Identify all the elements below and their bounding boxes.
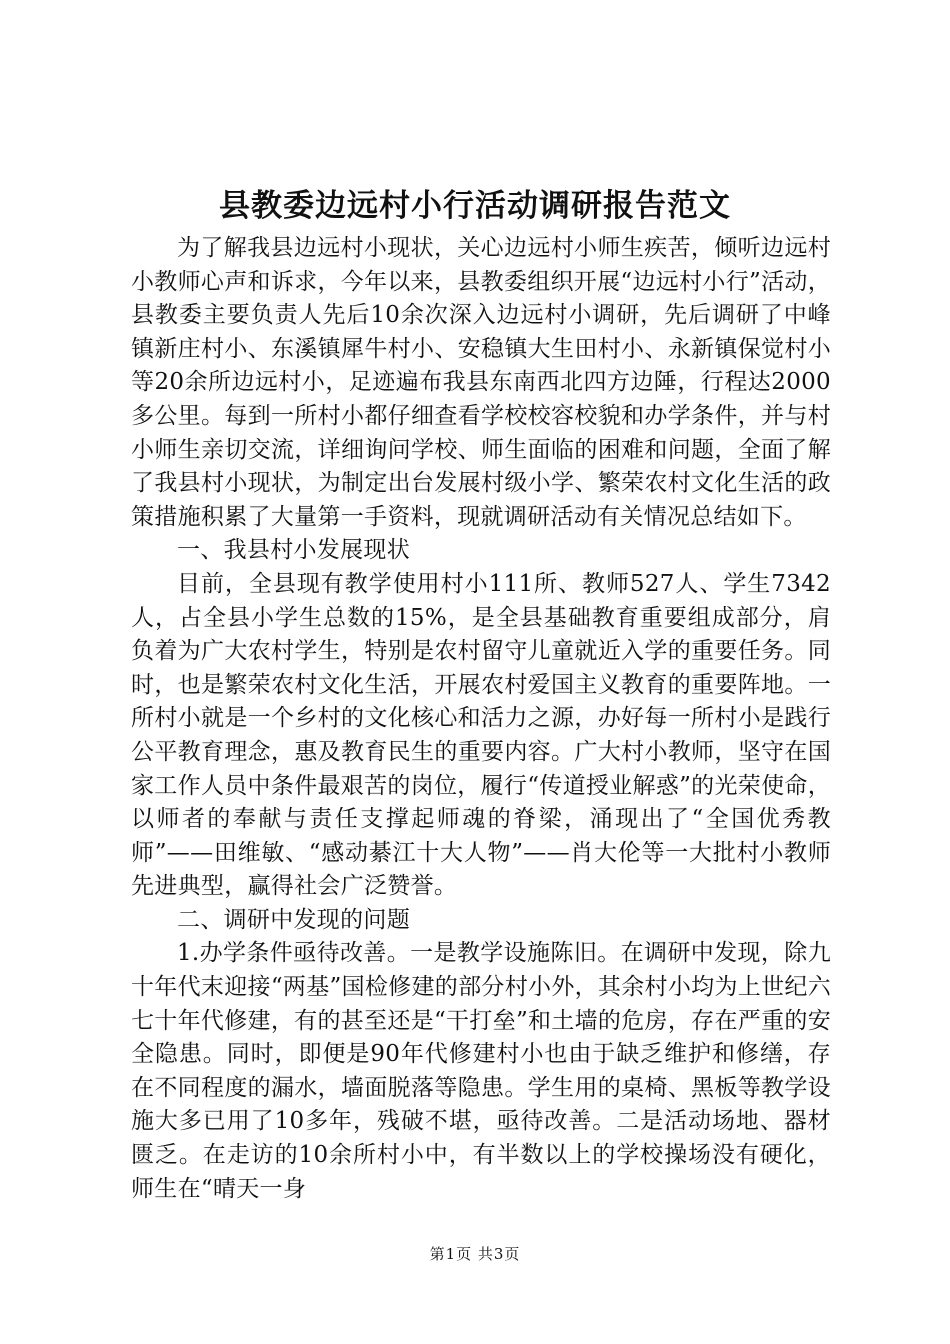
- section-heading-problems: 二、调研中发现的问题: [177, 906, 410, 933]
- page-number: 第1页 共3页: [429, 1245, 521, 1263]
- document-title: 县教委边远村小行活动调研报告范文: [219, 188, 731, 224]
- section-heading-status: 一、我县村小发展现状: [177, 537, 410, 564]
- document-body: [131, 232, 831, 1206]
- problems-paragraph: 1.办学条件亟待改善。一是教学设施陈旧。在调研中发现，除九十年代末迎接“两基”国检修建的部分村小外，其余村小均为上世纪六七十年代修建，有的甚至还是“干打垒”和土墙的危房，存在严重的安全隐患。同时，即便是90年代修建村小也由于缺乏维护和修缮，存在不同程度的漏水，墙面脱落等隐患。学生用的桌椅、黑板等教学设施大多已用了10多年，残破不堪，亟待改善。二是活动场地、器材匮乏。在走访的10余所村小中，有半数以上的学校操场没有硬化，师生在“晴天一身: [131, 940, 831, 1202]
- intro-paragraph: 为了解我县边远村小现状，关心边远村小师生疾苦，倾听边远村小教师心声和诉求，今年以来，县教委组织开展“边远村小行”活动，县教委主要负责人先后10余次深入边远村小调研，先后调研了中峰镇新庄村小、东溪镇犀牛村小、安稳镇大生田村小、永新镇保觉村小等20余所边远村小，足迹遍布我县东南西北四方边陲，行程达2000多公里。每到一所村小都仔细查看学校校容校貌和办学条件，并与村小师生亲切交流，详细询问学校、师生面临的困难和问题，全面了解了我县村小现状，为制定出台发展村级小学、繁荣农村文化生活的政策措施积累了大量第一手资料，现就调研活动有关情况总结如下。: [131, 235, 831, 530]
- status-paragraph: 目前，全县现有教学使用村小111所、教师527人、学生7342人，占全县小学生总数的15%，是全县基础教育重要组成部分，肩负着为广大农村学生，特别是农村留守儿童就近入学的重要任务。同时，也是繁荣农村文化生活，开展农村爱国主义教育的重要阵地。一所村小就是一个乡村的文化核心和活力之源，办好每一所村小是践行公平教育理念，惠及教育民生的重要内容。广大村小教师，坚守在国家工作人员中条件最艰苦的岗位，履行“传道授业解惑”的光荣使命，以师者的奉献与责任支撑起师魂的脊梁，涌现出了“全国优秀教师”——田维敏、“感动綦江十大人物”——肖大伦等一大批村小教师先进典型，赢得社会广泛赞誉。: [131, 570, 831, 900]
